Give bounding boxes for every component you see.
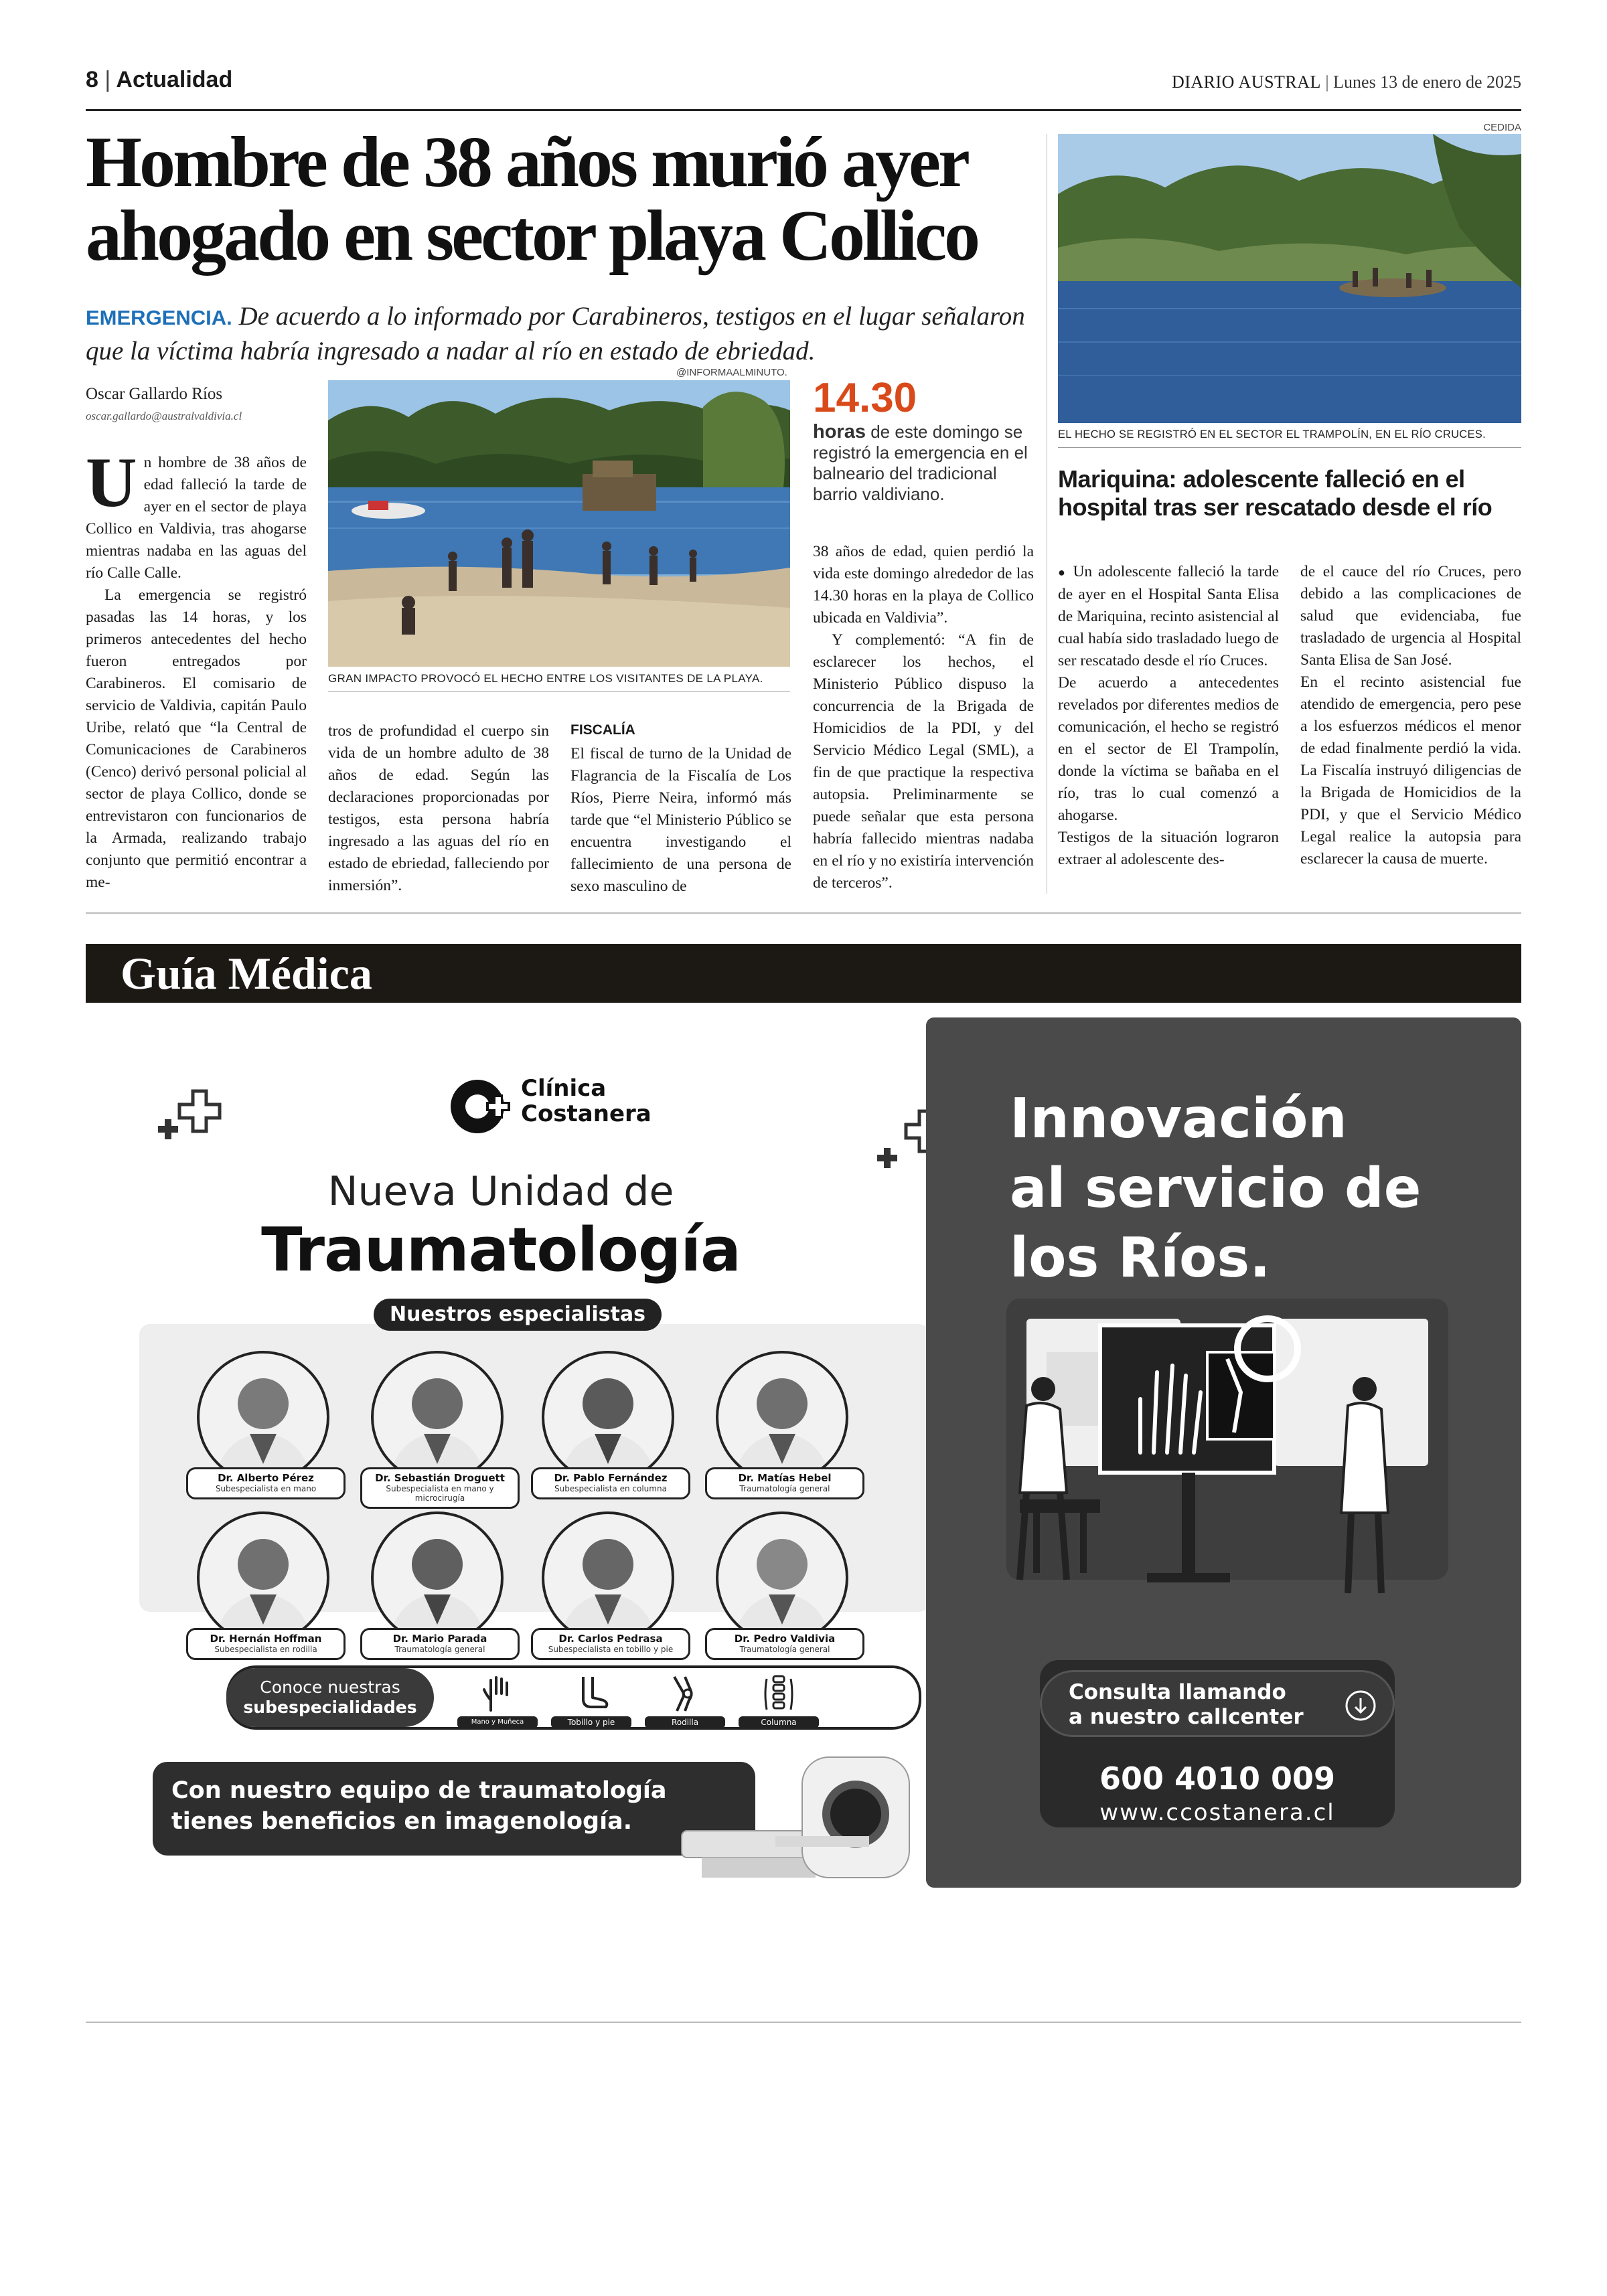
subspecialties-pill: [226, 1668, 434, 1727]
cta-line2: a nuestro callcenter: [1069, 1705, 1304, 1729]
doctor-specialty: Subespecialista en rodilla: [214, 1645, 317, 1654]
innovation-line2: al servicio de: [1010, 1157, 1422, 1220]
author: Oscar Gallardo Ríos: [86, 385, 223, 403]
main-column-4: 38 años de edad, quien perdió la vida este domingo alrededor de las 14.30 horas en la playa de Collico ubicada en Valdivia”. Y complementó: “A fin de esclarecer los hechos, el Ministerio Público dispuso la concurrencia de la Brigada de Homicidios de la PDI, y del Servicio Médico Legal (SML), a fin de que practique la respectiva autopsia. Preliminarmente se puede señalar que esta persona habría fallecido mientras nadaba en el río y no existiría intervención de terceros”.: [813, 543, 1034, 892]
clinic-ad: [86, 1017, 1521, 1901]
doctor-avatar: [542, 1511, 674, 1644]
doctor-specialty: Subespecialista en mano: [215, 1484, 317, 1493]
river-photo-image: [1058, 134, 1521, 423]
foot-icon: [571, 1673, 611, 1714]
doctor-name: Dr. Sebastián Droguett: [375, 1472, 505, 1484]
subspecialties-line1: Conoce nuestras: [260, 1677, 400, 1697]
page-header: 8 | Actualidad DIARIO AUSTRAL | Lunes 13 de enero de 2025: [86, 67, 1521, 92]
subhead-fiscalia: FISCALÍA: [570, 722, 635, 738]
doctor-specialty: Traumatología general: [394, 1645, 485, 1654]
issue-date: Lunes 13 de enero de 2025: [1333, 72, 1521, 92]
innovation-line1: Innovación: [1010, 1087, 1347, 1151]
doctor-avatar: [542, 1351, 674, 1483]
doctor-name: Dr. Mario Parada: [392, 1633, 487, 1645]
cta-line1: Consulta llamando: [1069, 1680, 1286, 1704]
stat-text: de este domingo se registró la emergencia en el balneario del tradicional barrio valdiviano.: [813, 422, 1028, 504]
doctor-avatar: [197, 1511, 329, 1644]
imaging-line1: Con nuestro equipo de traumatología: [171, 1777, 667, 1804]
imaging-line2: tienes beneficios en imagenología.: [171, 1808, 633, 1835]
knee-icon: [665, 1673, 705, 1714]
subspecialty-hand: Mano y Muñeca: [457, 1673, 538, 1728]
river-photo: [1058, 134, 1521, 423]
page-bottom-rule: [86, 2022, 1521, 2023]
paper-name: DIARIO AUSTRAL: [1171, 72, 1321, 92]
doctor-card: [186, 1351, 340, 1499]
main-column-2: tros de profundidad el cuerpo sin vida de un hombre adulto de 38 años de edad. Según las declaraciones proporcionadas por testigos, esta persona habría ingresado a las aguas del río en estado de ebriedad, falleciendo por inmersión”.: [328, 722, 549, 894]
doctor-specialty: Traumatología general: [739, 1484, 830, 1493]
doctor-name: Dr. Matías Hebel: [738, 1472, 832, 1484]
doctor-avatar: [371, 1511, 504, 1644]
hand-icon: [477, 1673, 518, 1714]
doctor-card: [531, 1511, 685, 1660]
clinic-brand-line1: Clínica: [521, 1075, 607, 1102]
doctor-name: Dr. Alberto Pérez: [218, 1472, 314, 1484]
main-column-3: FISCALÍA El fiscal de turno de la Unidad de Flagrancia de la Fiscalía de Los Ríos, Pierre Neira, informó más tarde que “el Ministerio Público se encuentra investigando el fallecimiento de una persona de sexo masculino de: [570, 720, 791, 898]
doctor-specialty: Subespecialista en mano y microcirugía: [386, 1484, 494, 1503]
stat-number: 14.30: [813, 375, 917, 421]
author-email: oscar.gallardo@australvaldivia.cl: [86, 410, 242, 422]
website-link[interactable]: www.ccostanera.cl: [1099, 1799, 1335, 1826]
side-photo-credit: CEDIDA: [1483, 122, 1521, 133]
stat-word: horas: [813, 421, 866, 442]
clinic-brand-line2: Costanera: [521, 1100, 652, 1127]
xray-illustration: [1006, 1299, 1448, 1620]
doctor-card: [705, 1351, 859, 1499]
kicker: EMERGENCIA.: [86, 306, 232, 329]
side-column-2: de el cauce del río Cruces, pero debido a las complicaciones de salud que evidenciaba, fue trasladado de urgencia al Hospital Santa Elisa de San José. En el recinto asistencial fue atendido de emergencia, pero pese a los esfuerzos médicos el menor de edad finalmente perdió la vida. La Fiscalía instruyó diligencias de la Brigada de Homicidios de la PDI, y que el Servicio Médico Legal realice la autopsia para esclarecer la causa de muerte.: [1300, 563, 1521, 868]
section-name: Actualidad: [116, 67, 233, 92]
specialists-badge: Nuestros especialistas: [374, 1299, 662, 1331]
subspecialty-spine: Columna: [739, 1673, 819, 1728]
phone-number[interactable]: 600 4010 009: [1099, 1760, 1336, 1797]
side-headline: Mariquina: adolescente falleció en el hospital tras ser rescatado desde el río: [1058, 465, 1493, 521]
doctor-grid: [86, 1017, 916, 1687]
subspecialty-foot: Tobillo y pie: [551, 1673, 631, 1728]
main-column-1: Un hombre de 38 años de edad falleció la tarde de ayer en el sector de playa Collico en Valdivia, tras ahogarse mientras nadaba en las aguas del río Calle Calle. La emergencia se registró pasadas las 14 horas, y los primeros antecedentes del hecho fueron entregados por Carabineros. El comisario de servicio de Valdivia, capitán Paulo Uribe, relató que “la Central de Comunicaciones de Carabineros (Cenco) derivó personal policial al sector de playa Collico, donde se entrevistaron con funcionarios de la Armada, realizando trabajo conjunto que permitió encontrar a me-: [86, 443, 307, 891]
subspecialties-line2: subespecialidades: [243, 1698, 417, 1717]
doctor-name: Dr. Hernán Hoffman: [210, 1633, 322, 1645]
dropcap: U: [86, 443, 137, 521]
doctor-avatar: [371, 1351, 504, 1483]
ct-scanner-icon: [675, 1750, 923, 1884]
doctor-card: [186, 1511, 340, 1660]
ad-title-line1: Nueva Unidad de: [327, 1168, 674, 1215]
spine-icon: [759, 1673, 799, 1714]
doctor-specialty: Subespecialista en columna: [554, 1484, 667, 1493]
ad-title-line2: Traumatología: [261, 1215, 741, 1285]
innovation-panel: [926, 1017, 1521, 1888]
stat-box: [813, 375, 1034, 505]
doctor-card: [360, 1511, 514, 1660]
doctor-avatar: [716, 1511, 848, 1644]
lead-text: De acuerdo a lo informado por Carabineros, testigos en el lugar señalaron que la víctima habría ingresado a nadar al río en estado de ebriedad.: [86, 302, 1025, 365]
main-photo-caption: GRAN IMPACTO PROVOCÓ EL HECHO ENTRE LOS VISITANTES DE LA PLAYA.: [328, 672, 763, 685]
side-photo-caption-rule: [1058, 447, 1521, 448]
beach-photo-image: [328, 380, 790, 667]
doctor-avatar: [716, 1351, 848, 1483]
doctor-card: [531, 1351, 685, 1499]
side-column-1: ● Un adolescente falleció la tarde de ayer en el Hospital Santa Elisa de Mariquina, recinto asistencial al cual había sido trasladado luego de ser rescatado desde el río Cruces. De acuerdo a antecedentes revelados por diferentes medios de comunicación, el hecho se registró en el sector de El Trampolín, donde la víctima se bañaba en el río, tras lo cual comenzó a ahogarse. Testigos de la situación lograron extraer al adolescente des-: [1058, 563, 1279, 868]
doctor-specialty: Traumatología general: [739, 1645, 830, 1654]
header-rule: [86, 109, 1521, 111]
side-photo-caption: EL HECHO SE REGISTRÓ EN EL SECTOR EL TRAMPOLÍN, EN EL RÍO CRUCES.: [1058, 428, 1486, 440]
main-headline: Hombre de 38 años murió ayer ahogado en sector playa Collico: [86, 122, 978, 276]
beach-photo: [328, 380, 790, 667]
arrow-down-icon: [1345, 1690, 1377, 1722]
callcenter-cta[interactable]: [1040, 1670, 1395, 1737]
doctor-specialty: Subespecialista en tobillo y pie: [548, 1645, 674, 1654]
guide-banner: [86, 944, 1521, 1003]
doctor-card: [360, 1351, 514, 1509]
main-lead: [86, 300, 1050, 368]
innovation-line3: los Ríos.: [1010, 1226, 1271, 1290]
page-number: 8: [86, 67, 98, 92]
subspecialty-knee: Rodilla: [645, 1673, 725, 1728]
doctor-name: Dr. Pablo Fernández: [554, 1472, 668, 1484]
guide-banner-title: Guía Médica: [121, 948, 372, 999]
photo-credit: @INFORMAALMINUTO.: [676, 367, 787, 378]
doctor-name: Dr. Carlos Pedrasa: [558, 1633, 663, 1645]
doctor-name: Dr. Pedro Valdivia: [734, 1633, 836, 1645]
doctor-card: [705, 1511, 859, 1660]
news-bottom-rule: [86, 912, 1521, 914]
doctor-avatar: [197, 1351, 329, 1483]
